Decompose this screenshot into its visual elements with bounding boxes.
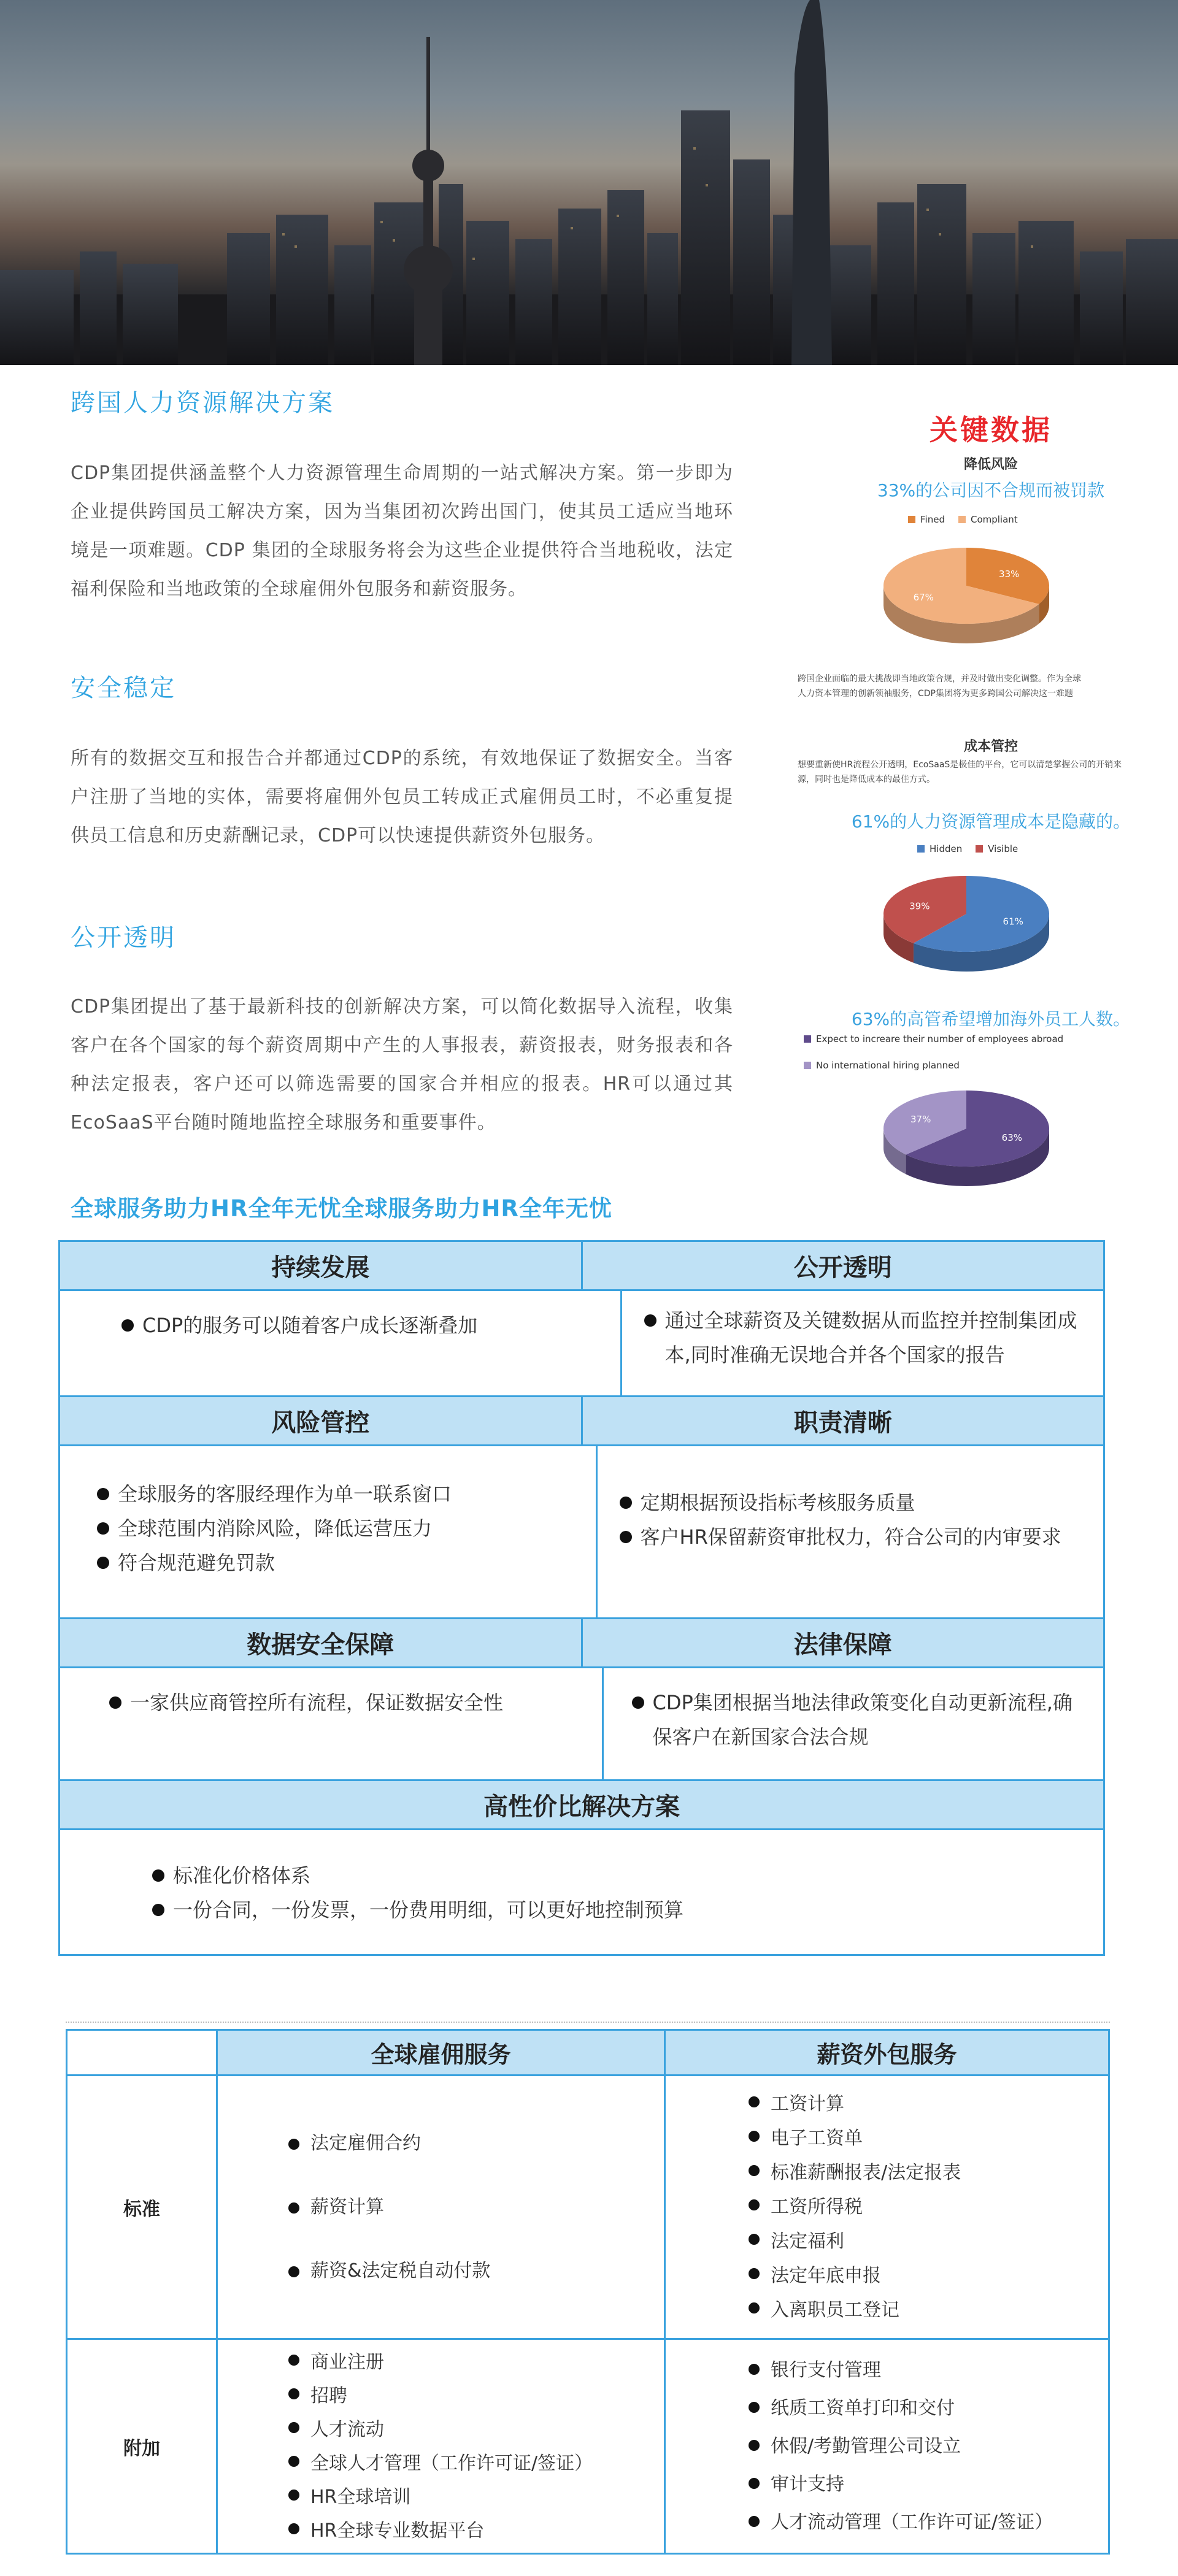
legend-swatch-visible — [976, 845, 983, 853]
skyline-illustration — [0, 0, 1178, 365]
list-item-text: CDP的服务可以随着客户成长逐渐叠加 — [142, 1314, 478, 1337]
bullet-icon — [288, 2266, 299, 2277]
hiring-pie-chart — [871, 1083, 1061, 1199]
list-item-text: 定期根据预设指标考核服务质量 — [640, 1491, 915, 1514]
addon-row — [67, 2339, 1109, 2554]
list-item-text: 法定福利 — [771, 2230, 844, 2252]
city-skyline-banner — [0, 0, 1178, 365]
pie1-label-0: 61% — [1003, 916, 1023, 927]
bullet-icon — [288, 2139, 299, 2150]
legend-swatch-expect — [804, 1035, 811, 1043]
list-item — [288, 2447, 664, 2480]
bullet-icon — [288, 2422, 299, 2433]
list-item — [632, 1685, 1076, 1754]
grid-cell-data-security — [60, 1668, 604, 1781]
list-item-text: 银行支付管理 — [771, 2359, 881, 2381]
list-item-text: 法定年底申报 — [771, 2264, 881, 2287]
legend-label-expect: Expect to increare their number of employees abroad — [816, 1033, 1064, 1045]
chart2-legend — [917, 843, 1018, 854]
bullet-icon — [288, 2456, 299, 2467]
list-item-text: 人才流动 — [310, 2418, 384, 2440]
list-item — [749, 2504, 1108, 2542]
chart3-legend-item-2 — [804, 1060, 960, 1071]
grid-row-3-head — [60, 1619, 1103, 1668]
bullet-icon — [152, 1869, 164, 1882]
list-item — [121, 1308, 559, 1343]
section-heading-cross-border-hr: 跨国人力资源解决方案 — [71, 389, 334, 417]
list-item-text: 入离职员工登记 — [771, 2299, 899, 2321]
list-item-text: 招聘 — [310, 2385, 347, 2407]
list-item-text: 全球范围内消除风险，降低运营压力 — [118, 1517, 433, 1540]
bullet-icon — [749, 2268, 760, 2279]
bullet-icon — [288, 2523, 299, 2534]
list-item — [288, 2239, 664, 2303]
grid-cell-transparent — [622, 1291, 1104, 1397]
section-body-cross-border-hr: CDP集团提供涵盖整个人力资源管理生命周期的一站式解决方案。第一步即为企业提供跨国员工解决方案，因为当集团初次跨出国门，使其员工适应当地环境是一项难题。CDP 集团的全球服务将会为这些企业提供符合当地税收，法定福利保险和当地政策的全球雇佣外包服务和薪资服务。 — [71, 462, 733, 600]
grid-row-1-head — [60, 1242, 1103, 1291]
list-item — [749, 2122, 1108, 2156]
bullet-icon — [749, 2302, 760, 2313]
grid-head-legal: 法律保障 — [583, 1619, 1104, 1668]
bullet-icon — [749, 2199, 760, 2210]
chart3-legend-item-1 — [804, 1033, 1063, 1045]
legend-label-compliant: Compliant — [970, 514, 1018, 525]
bullet-icon — [749, 2165, 760, 2176]
list-item-text: 纸质工资单打印和交付 — [771, 2397, 955, 2419]
pie0-label-1: 67% — [913, 591, 934, 603]
list-item-text: 全球人才管理（工作许可证/签证） — [310, 2452, 593, 2474]
list-item-text: 符合规范避免罚款 — [118, 1551, 275, 1574]
list-item — [288, 2379, 664, 2413]
services-banner-heading: 全球服务助力HR全年无忧全球服务助力HR全年无忧 — [71, 1195, 612, 1222]
bullet-icon — [97, 1557, 109, 1569]
grid-head-sustainable: 持续发展 — [60, 1242, 583, 1291]
grid-head-clear-duty: 职责清晰 — [583, 1397, 1104, 1446]
bullet-icon — [749, 2131, 760, 2142]
list-item-text: 工资计算 — [771, 2093, 844, 2115]
list-item — [644, 1303, 1082, 1372]
grid-row-2-head — [60, 1397, 1103, 1446]
standard-eor-cell — [217, 2076, 665, 2339]
divider — [66, 2022, 1110, 2023]
bullet-icon — [749, 2364, 760, 2375]
list-item — [288, 2175, 664, 2239]
list-item-text: 审计支持 — [771, 2473, 844, 2495]
bullet-icon — [749, 2516, 760, 2527]
bullet-icon — [620, 1497, 632, 1509]
bullet-icon — [152, 1904, 164, 1916]
pie2-label-1: 37% — [910, 1114, 931, 1125]
list-item — [288, 2514, 664, 2548]
list-item-text: HR全球专业数据平台 — [310, 2520, 485, 2542]
bullet-icon — [749, 2096, 760, 2107]
bullet-icon — [620, 1531, 632, 1543]
list-item — [97, 1546, 559, 1580]
services-table — [66, 2029, 1110, 2555]
list-item — [749, 2352, 1108, 2390]
list-item — [749, 2190, 1108, 2225]
list-item — [749, 2466, 1108, 2504]
cost-headline: 61%的人力资源管理成本是隐藏的。 — [851, 811, 1131, 832]
bullet-icon — [749, 2402, 760, 2413]
grid-row-3-body — [60, 1668, 1103, 1781]
bullet-icon — [632, 1696, 644, 1709]
list-item-text: 法定雇佣合约 — [310, 2132, 421, 2154]
list-item — [109, 1685, 553, 1720]
chart1-legend — [908, 514, 1018, 525]
hiring-headline: 63%的高管希望增加海外员工人数。 — [851, 1009, 1131, 1029]
legend-label-visible: Visible — [988, 843, 1018, 854]
bullet-icon — [288, 2355, 299, 2366]
list-item — [749, 2293, 1108, 2328]
bullet-icon — [749, 2478, 760, 2489]
grid-head-cost-effective: 高性价比解决方案 — [60, 1781, 1103, 1830]
addon-payroll-cell — [665, 2339, 1109, 2554]
list-item-text: 标准薪酬报表/法定报表 — [771, 2161, 961, 2183]
grid-cell-risk-control — [60, 1446, 598, 1619]
list-item-text: 薪资&法定税自动付款 — [310, 2260, 491, 2282]
legend-label-hidden: Hidden — [930, 843, 963, 854]
list-item — [749, 2390, 1108, 2428]
col-header-eor: 全球雇佣服务 — [217, 2030, 665, 2076]
risk-headline: 33%的公司因不合规而被罚款 — [877, 480, 1105, 500]
list-item — [152, 1893, 1011, 1927]
bullet-icon — [97, 1488, 109, 1500]
bullet-icon — [109, 1696, 121, 1709]
legend-swatch-fined — [908, 516, 915, 523]
list-item — [749, 2428, 1108, 2466]
risk-description: 跨国企业面临的最大挑战即当地政策合规，并及时做出变化调整。作为全球人力资本管理的创新领袖服务，CDP集团将为更多跨国公司解决这一难题 — [798, 674, 1081, 699]
cost-description: 想要重新使HR流程公开透明，EcoSaaS是极佳的平台，它可以清楚掌握公司的开销来源，同时也是降低成本的最佳方式。 — [798, 760, 1122, 784]
list-item-text: HR全球培训 — [310, 2486, 411, 2508]
list-item-text: 一份合同，一份发票，一份费用明细，可以更好地控制预算 — [173, 1898, 684, 1922]
list-item — [620, 1520, 1082, 1554]
grid-cell-legal — [604, 1668, 1104, 1781]
key-data-title: 关键数据 — [930, 413, 1052, 447]
list-item-text: 标准化价格体系 — [173, 1864, 311, 1887]
list-item-text: 工资所得税 — [771, 2196, 863, 2218]
benefits-grid — [58, 1240, 1105, 1956]
bullet-icon — [644, 1314, 656, 1327]
grid-row-1-body — [60, 1291, 1103, 1397]
bullet-icon — [749, 2234, 760, 2245]
bullet-icon — [97, 1522, 109, 1535]
grid-row-2-body — [60, 1446, 1103, 1619]
list-item — [288, 2413, 664, 2447]
grid-cell-clear-duty — [598, 1446, 1104, 1619]
col-header-payroll: 薪资外包服务 — [665, 2030, 1109, 2076]
bullet-icon — [749, 2440, 760, 2451]
section-body-transparency: CDP集团提出了基于最新科技的创新解决方案，可以简化数据导入流程，收集客户在各个国家的每个薪资周期中产生的人事报表，薪资报表，财务报表和各种法定报表，客户还可以筛选需要的国家合并相应的报表。HR可以通过其EcoSaaS平台随时随地监控全球服务和重要事件。 — [71, 996, 733, 1133]
list-item-text: 薪资计算 — [310, 2196, 384, 2218]
standard-payroll-cell — [665, 2076, 1109, 2339]
list-item-text: 人才流动管理（工作许可证/签证） — [771, 2511, 1053, 2533]
legend-label-no-hiring: No international hiring planned — [816, 1060, 960, 1071]
list-item — [97, 1477, 559, 1511]
legend-swatch-no-hiring — [804, 1062, 811, 1069]
services-header-row — [67, 2030, 1109, 2076]
legend-swatch-hidden — [917, 845, 925, 853]
bullet-icon — [288, 2202, 299, 2214]
grid-row-4-body — [60, 1830, 1103, 1954]
standard-row — [67, 2076, 1109, 2339]
list-item — [749, 2087, 1108, 2122]
grid-head-risk-control: 风险管控 — [60, 1397, 583, 1446]
grid-cell-sustainable — [60, 1291, 622, 1397]
list-item — [152, 1858, 1011, 1893]
bullet-icon — [288, 2388, 299, 2399]
pie0-label-0: 33% — [999, 569, 1020, 580]
pie2-label-0: 63% — [1001, 1132, 1023, 1143]
list-item-text: CDP集团根据当地法律政策变化自动更新流程,确保客户在新国家合法合规 — [652, 1691, 1072, 1749]
list-item-text: 一家供应商管控所有流程，保证数据安全性 — [130, 1691, 504, 1714]
hidden-cost-pie-chart — [871, 868, 1061, 984]
list-item — [620, 1485, 1082, 1520]
grid-row-4-head — [60, 1781, 1103, 1830]
list-item — [749, 2156, 1108, 2190]
list-item-text: 客户HR保留薪资审批权力，符合公司的内审要求 — [640, 1525, 1061, 1549]
list-item-text: 通过全球薪资及关键数据从而监控并控制集团成本,同时准确无误地合并各个国家的报告 — [664, 1309, 1077, 1367]
list-item — [288, 2480, 664, 2514]
list-item — [288, 2112, 664, 2175]
grid-head-data-security: 数据安全保障 — [60, 1619, 583, 1668]
addon-eor-cell — [217, 2339, 665, 2554]
fines-pie-chart — [871, 540, 1061, 656]
section-heading-transparency: 公开透明 — [71, 924, 176, 952]
grid-head-transparent: 公开透明 — [583, 1242, 1104, 1291]
list-item — [97, 1511, 559, 1546]
list-item — [749, 2225, 1108, 2259]
risk-label: 降低风险 — [963, 457, 1018, 472]
list-item — [749, 2259, 1108, 2293]
list-item-text: 商业注册 — [310, 2351, 384, 2373]
section-body-security: 所有的数据交互和报告合并都通过CDP的系统，有效地保证了数据安全。当客户注册了当地的实体，需要将雇佣外包员工转成正式雇佣员工时，不必重复提供员工信息和历史薪酬记录，CDP可以快速提供薪资外包服务。 — [71, 748, 733, 846]
pie1-label-1: 39% — [909, 900, 930, 912]
bullet-icon — [288, 2490, 299, 2501]
grid-cell-cost-effective — [60, 1830, 1103, 1954]
legend-swatch-compliant — [958, 516, 966, 523]
list-item — [288, 2345, 664, 2379]
list-item-text: 休假/考勤管理公司设立 — [771, 2435, 961, 2457]
row-label-addon: 附加 — [67, 2339, 217, 2554]
bullet-icon — [121, 1319, 134, 1332]
legend-label-fined: Fined — [920, 514, 945, 525]
list-item-text: 电子工资单 — [771, 2127, 863, 2149]
list-item-text: 全球服务的客服经理作为单一联系窗口 — [118, 1482, 452, 1506]
corner-cell — [67, 2030, 217, 2076]
cost-label: 成本管控 — [963, 739, 1018, 754]
row-label-standard: 标准 — [67, 2076, 217, 2339]
section-heading-security: 安全稳定 — [71, 674, 176, 702]
